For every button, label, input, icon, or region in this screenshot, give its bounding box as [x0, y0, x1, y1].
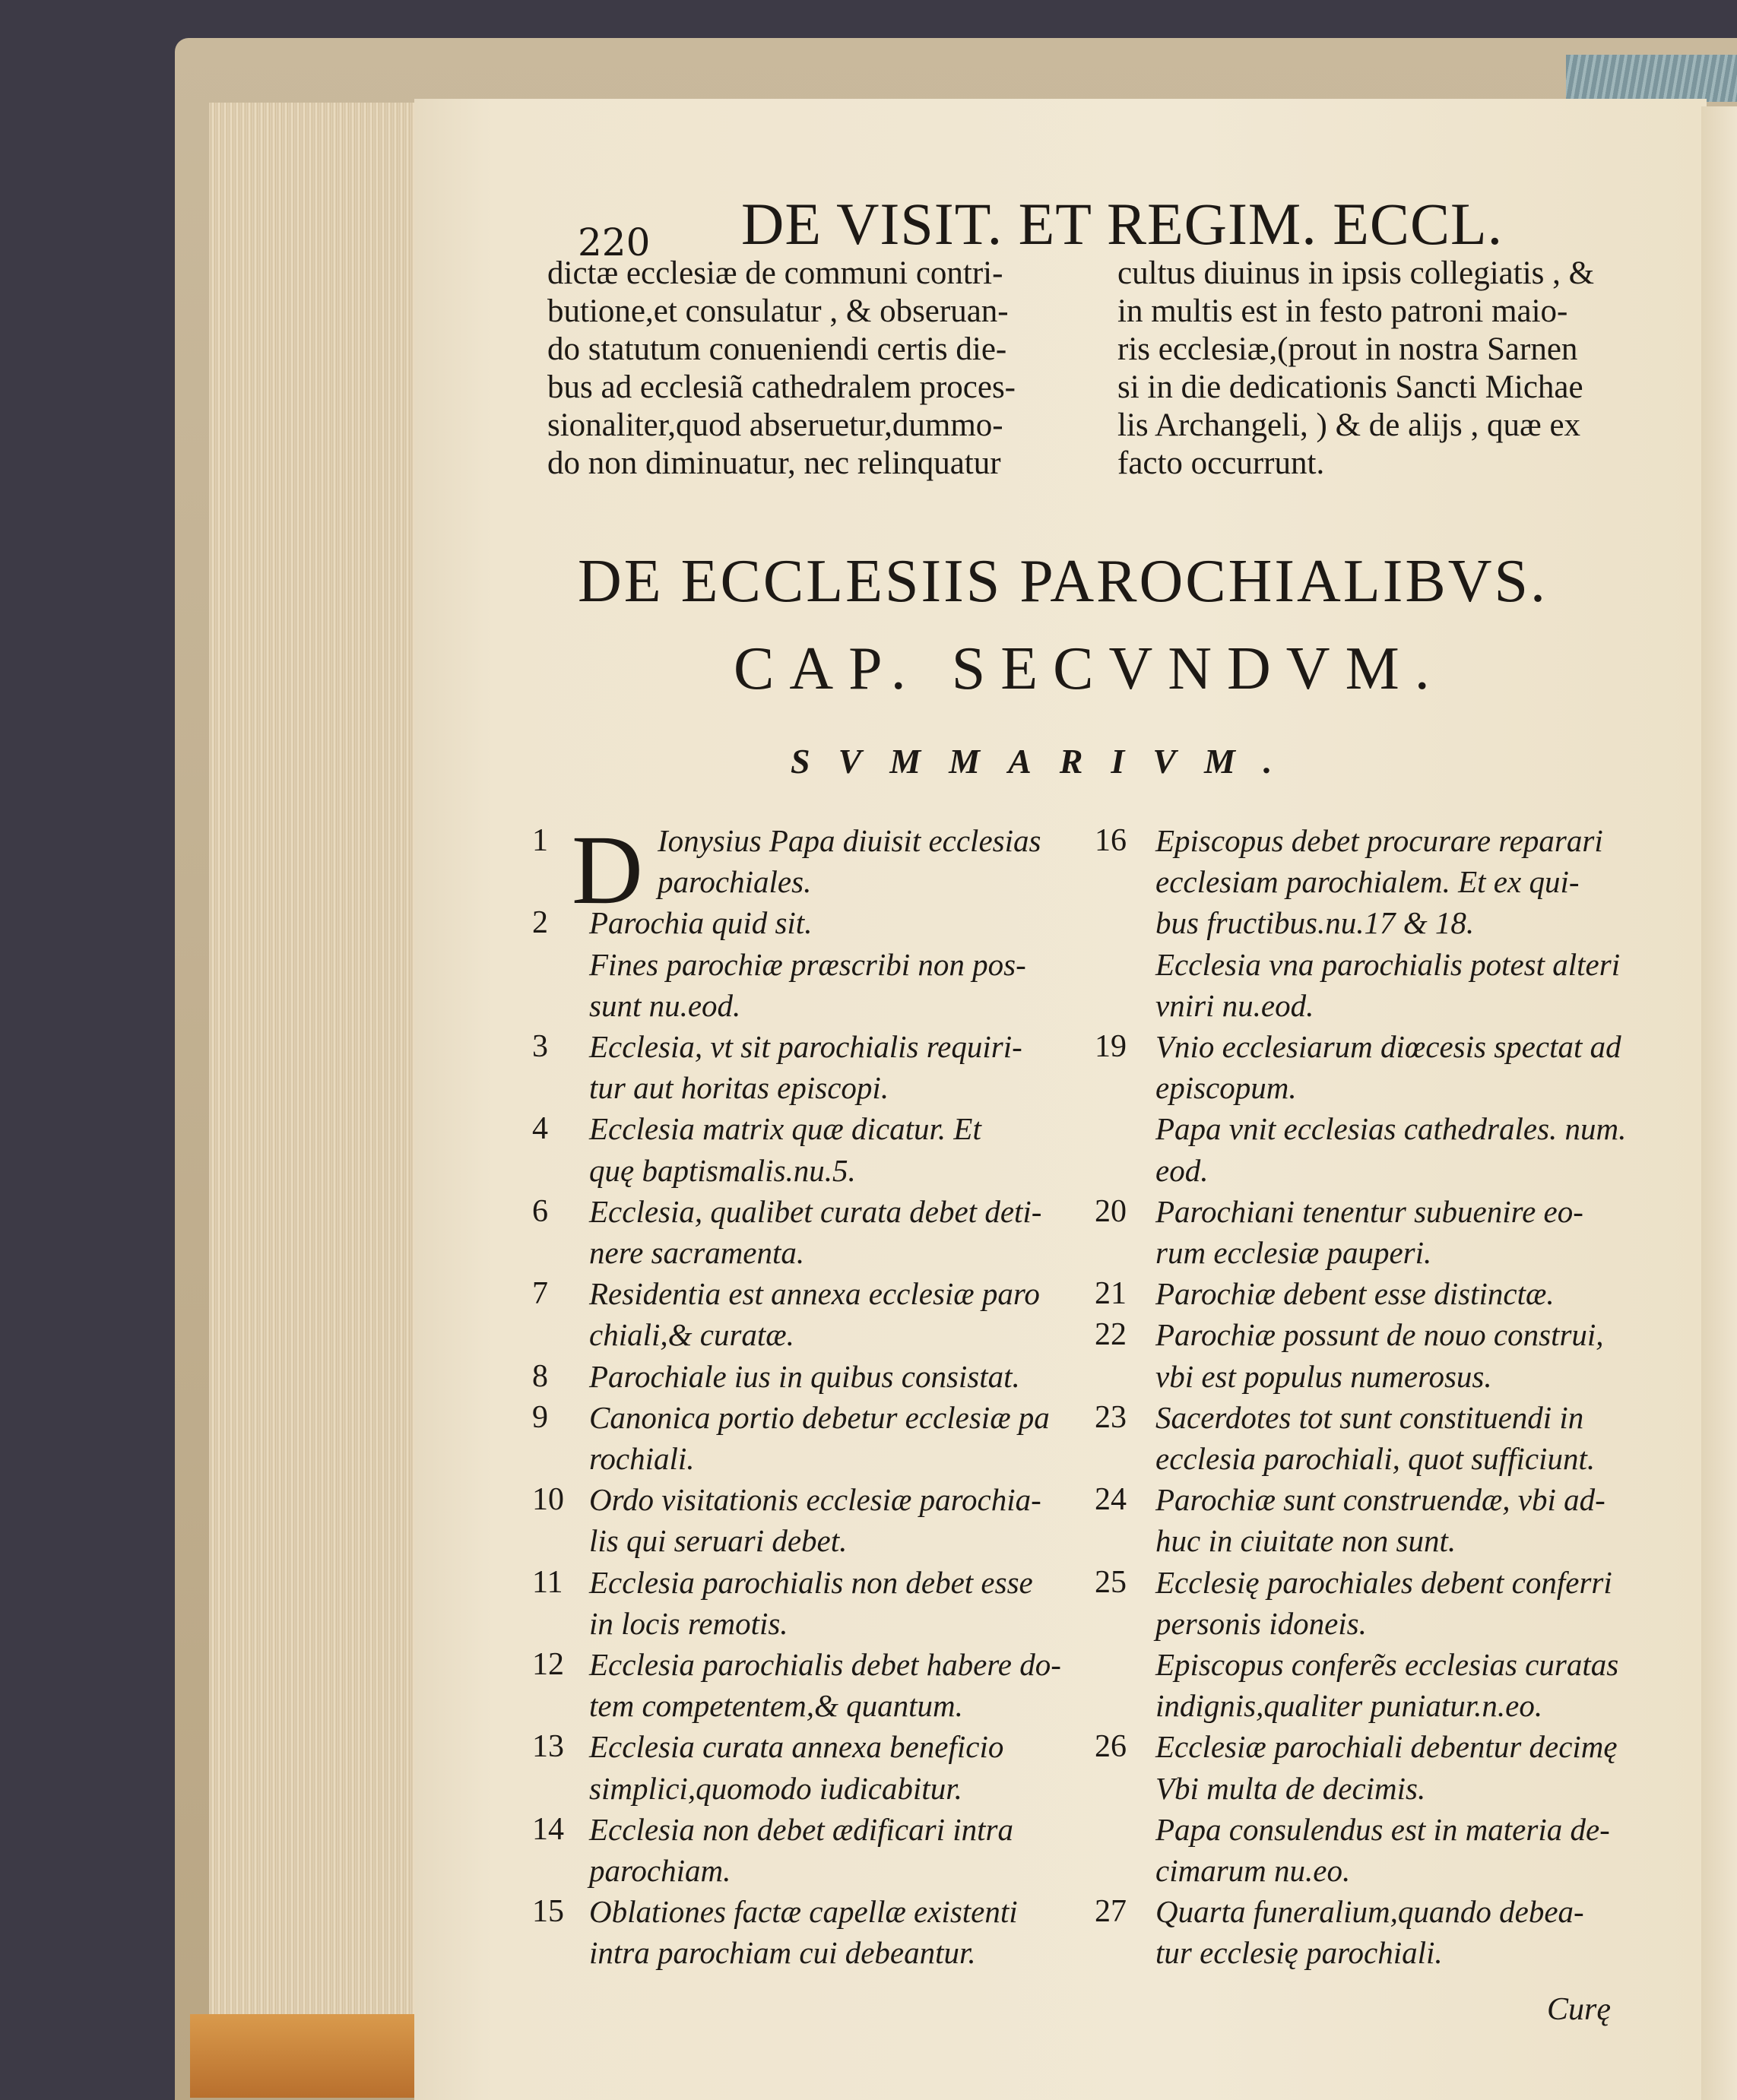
entry-text: Parochiale ius in quibus consistat. [589, 1358, 1020, 1394]
entry-text: Ecclesia parochialis non debet esse [589, 1564, 1033, 1600]
entry-text: Quarta funeralium,quando debea- [1155, 1894, 1584, 1930]
entry-text: Parochiæ debent esse distinctæ. [1155, 1276, 1555, 1312]
text-line: lis Archangeli, ) & de alijs , quæ ex [1117, 407, 1581, 443]
summary-heading: SVMMARIVM. [791, 742, 1301, 781]
entry-number: 24 [1095, 1482, 1127, 1518]
text-line: dictæ ecclesiæ de communi contri- [547, 255, 1003, 291]
text-line: in multis est in festo patroni maio- [1117, 293, 1568, 329]
text-line: do statutum conueniendi certis die- [547, 331, 1007, 367]
entry-number: 26 [1095, 1729, 1127, 1765]
entry-number: 11 [532, 1564, 563, 1600]
entry-text: tem competentem,& quantum. [589, 1688, 963, 1724]
chapter-number: CAP. SECVNDVM. [734, 635, 1445, 702]
entry-text: Parochiæ sunt construendæ, vbi ad- [1155, 1482, 1605, 1518]
text-line: ris ecclesiæ,(prout in nostra Sarnen [1117, 331, 1578, 367]
entry-text: Ecclesia, vt sit parochialis requiri- [589, 1029, 1022, 1064]
entry-number: 21 [1095, 1276, 1127, 1312]
entry-text: parochiam. [589, 1853, 731, 1888]
entry-number: 13 [532, 1729, 564, 1765]
entry-text: rochiali. [589, 1441, 695, 1476]
entry-text: Episcopus debet procurare reparari [1155, 823, 1603, 858]
catchword: Curę [1547, 1992, 1611, 2027]
entry-text: Parochiæ possunt de nouo construi, [1155, 1317, 1604, 1353]
entry-text: Oblationes factæ capellæ existenti [589, 1894, 1018, 1930]
entry-number: 1 [532, 823, 548, 858]
entry-number: 8 [532, 1358, 548, 1394]
entry-text: rum ecclesiæ pauperi. [1155, 1235, 1432, 1270]
entry-number: 3 [532, 1029, 548, 1064]
entry-text: Ecclesia parochialis debet habere do- [589, 1647, 1061, 1682]
entry-text: cimarum nu.eo. [1155, 1853, 1351, 1888]
entry-text: Ecclesia matrix quæ dicatur. Et [589, 1111, 981, 1147]
running-head: DE VISIT. ET REGIM. ECCL. [741, 191, 1504, 257]
entry-text: vniri nu.eod. [1155, 987, 1314, 1023]
entry-number: 15 [532, 1894, 564, 1930]
entry-text: Episcopus conferẽs ecclesias curatas [1155, 1647, 1619, 1682]
entry-text: Vnio ecclesiarum diœcesis spectat ad [1155, 1029, 1621, 1064]
page-edge-colored [190, 2014, 418, 2098]
entry-text: personis idoneis. [1155, 1605, 1367, 1641]
entry-text: Canonica portio debetur ecclesiæ pa [589, 1399, 1050, 1435]
entry-text: intra parochiam cui debeantur. [589, 1935, 976, 1971]
entry-number: 6 [532, 1193, 548, 1229]
facing-page-edge [1701, 106, 1737, 2100]
entry-text: ecclesia parochiali, quot sufficiunt. [1155, 1441, 1596, 1476]
entry-text: parochiales. [658, 864, 812, 900]
drop-cap: D [572, 816, 643, 925]
entry-text: Ecclesia, qualibet curata debet deti- [589, 1193, 1042, 1229]
entry-text: sunt nu.eod. [589, 987, 741, 1023]
entry-text: bus fructibus.nu.17 & 18. [1155, 905, 1475, 941]
entry-text: Ionysius Papa diuisit ecclesias [658, 823, 1041, 858]
entry-text: tur aut horitas episcopi. [589, 1070, 889, 1106]
entry-text: in locis remotis. [589, 1605, 788, 1641]
entry-text: indignis,qualiter puniatur.n.eo. [1155, 1688, 1543, 1724]
entry-text: Fines parochiæ præscribi non pos- [589, 946, 1026, 982]
entry-number: 4 [532, 1111, 548, 1147]
entry-number: 22 [1095, 1317, 1127, 1353]
entry-text: vbi est populus numerosus. [1155, 1358, 1492, 1394]
entry-text: nere sacramenta. [589, 1235, 805, 1270]
entry-number: 20 [1095, 1193, 1127, 1229]
entry-text: Parochiani tenentur subuenire eo- [1155, 1193, 1583, 1229]
entry-text: episcopum. [1155, 1070, 1297, 1106]
entry-text: quę baptismalis.nu.5. [589, 1152, 856, 1188]
entry-number: 16 [1095, 823, 1127, 858]
text-line: cultus diuinus in ipsis collegiatis , & [1117, 255, 1595, 291]
entry-number: 27 [1095, 1894, 1127, 1930]
entry-number: 25 [1095, 1564, 1127, 1600]
entry-text: Ecclesia vna parochialis potest alteri [1155, 946, 1621, 982]
entry-text: chiali,& curatæ. [589, 1317, 794, 1353]
entry-number: 7 [532, 1276, 548, 1312]
entry-text: Parochia quid sit. [589, 905, 813, 941]
entry-number: 12 [532, 1647, 564, 1682]
entry-text: Ecclesia curata annexa beneficio [589, 1729, 1004, 1765]
entry-number: 19 [1095, 1029, 1127, 1064]
entry-number: 14 [532, 1811, 564, 1847]
entry-text: Ecclesia non debet ædificari intra [589, 1811, 1013, 1847]
text-line: butione,et consulatur , & obseruan- [547, 293, 1009, 329]
page-number: 220 [578, 220, 651, 264]
page-edges [209, 103, 439, 2067]
entry-text: tur ecclesię parochiali. [1155, 1935, 1443, 1971]
entry-text: Residentia est annexa ecclesiæ paro [589, 1276, 1040, 1312]
entry-number: 10 [532, 1482, 564, 1518]
entry-number: 23 [1095, 1399, 1127, 1435]
entry-text: Papa consulendus est in materia de- [1155, 1811, 1610, 1847]
entry-text: Vbi multa de decimis. [1155, 1770, 1426, 1806]
entry-text: eod. [1155, 1152, 1209, 1188]
entry-text: lis qui seruari debet. [589, 1523, 848, 1559]
entry-text: Ecclesiæ parochiali debentur decimę [1155, 1729, 1618, 1765]
entry-text: Sacerdotes tot sunt constituendi in [1155, 1399, 1584, 1435]
entry-text: ecclesiam parochialem. Et ex qui- [1155, 864, 1580, 900]
text-line: sionaliter,quod abseruetur,dummo- [547, 407, 1003, 443]
text-line: facto occurrunt. [1117, 445, 1325, 481]
entry-text: huc in ciuitate non sunt. [1155, 1523, 1456, 1559]
entry-text: Ecclesię parochiales debent conferri [1155, 1564, 1612, 1600]
entry-number: 9 [532, 1399, 548, 1435]
entry-text: simplici,quomodo iudicabitur. [589, 1770, 962, 1806]
text-line: si in die dedicationis Sancti Michae [1117, 369, 1583, 405]
entry-text: Papa vnit ecclesias cathedrales. num. [1155, 1111, 1627, 1147]
entry-text: Ordo visitationis ecclesiæ parochia- [589, 1482, 1041, 1518]
entry-number: 2 [532, 905, 548, 941]
cloth-tag [1566, 55, 1737, 102]
chapter-title: DE ECCLESIIS PAROCHIALIBVS. [578, 548, 1548, 615]
text-line: do non diminuatur, nec relinquatur [547, 445, 1001, 481]
text-line: bus ad ecclesiã cathedralem proces- [547, 369, 1016, 405]
